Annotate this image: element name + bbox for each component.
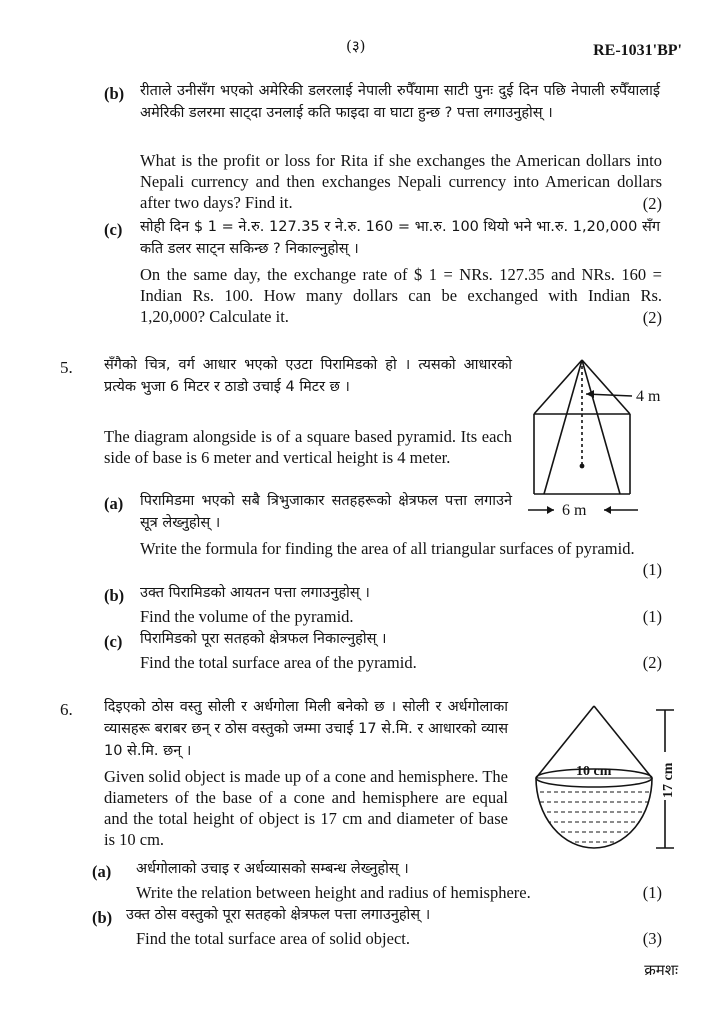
object-height-label: 17 cm bbox=[661, 762, 676, 798]
q4c-english: On the same day, the exchange rate of $ 1 = NRs. 127.35 and NRs. 160 = Indian Rs. 100. How many dollars can be exchanged with Indian Rs. 1,20,000? Calculate it. bbox=[140, 265, 662, 326]
continued-label: क्रमशः bbox=[644, 961, 678, 979]
q4c-marks: (2) bbox=[642, 308, 662, 327]
q6b-english: Find the total surface area of solid object. bbox=[136, 929, 410, 948]
q6b-label: (b) bbox=[92, 908, 113, 927]
q5b-marks: (1) bbox=[642, 607, 662, 626]
cone-diameter-label: 10 cm bbox=[576, 764, 612, 779]
page-number: (३) bbox=[346, 37, 366, 55]
paper-code: RE-1031'BP' bbox=[593, 42, 682, 59]
q6b-marks: (3) bbox=[642, 929, 662, 948]
q5b-nepali: उक्त पिरामिडको आयतन पत्ता लगाउनुहोस् । bbox=[140, 585, 370, 601]
q5c-nepali: पिरामिडको पूरा सतहको क्षेत्रफल निकाल्नुहोस् । bbox=[140, 631, 387, 647]
pyramid-base-label: 6 m bbox=[562, 502, 587, 519]
q6a-nepali: अर्धगोलाको उचाइ र अर्धव्यासको सम्बन्ध लेख्नुहोस् । bbox=[136, 861, 409, 877]
pyramid-figure bbox=[520, 354, 680, 532]
q5c-label: (c) bbox=[104, 632, 123, 651]
q6-number: 6. bbox=[60, 700, 73, 719]
q5b-label: (b) bbox=[104, 586, 125, 605]
q5a-label: (a) bbox=[104, 494, 124, 513]
q6-english: Given solid object is made up of a cone and hemisphere. The diameters of the base of a cone and hemisphere are equal and the total height of object is 17 cm and diameter of base is 10 cm. bbox=[104, 767, 508, 849]
pyramid-height-label: 4 m bbox=[636, 388, 661, 405]
q4b-nepali: रीताले उनीसँग भएको अमेरिकी डलरलाई नेपाली रुपैँयामा साटी पुनः दुई दिन पछि नेपाली रुपैँयालाई अमेरिकी डलरमा साट्दा उनलाई कति फाइदा वा घाटा हुन्छ ? पत्ता लगाउनुहोस् । bbox=[140, 83, 660, 121]
q6b-nepali: उक्त ठोस वस्तुको पूरा सतहको क्षेत्रफल पत्ता लगाउनुहोस् । bbox=[126, 907, 431, 923]
q5c-marks: (2) bbox=[642, 653, 662, 672]
q5-english: The diagram alongside is of a square based pyramid. Its each side of base is 6 meter and vertical height is 4 meter. bbox=[104, 427, 512, 467]
q4b-english: What is the profit or loss for Rita if she exchanges the American dollars into Nepali currency and then exchanges Nepali currency into American dollars after two days? Find it. bbox=[140, 151, 662, 212]
q5b-english: Find the volume of the pyramid. bbox=[140, 607, 354, 626]
q4b-label: (b) bbox=[104, 84, 125, 103]
q4b-marks: (2) bbox=[642, 194, 662, 213]
q6a-marks: (1) bbox=[642, 883, 662, 902]
q4c-label: (c) bbox=[104, 220, 123, 239]
q5-nepali: सँगैको चित्र, वर्ग आधार भएको एउटा पिरामिडको हो । त्यसको आधारको प्रत्येक भुजा 6 मिटर र ठाडो उचाई 4 मिटर छ । bbox=[104, 357, 512, 395]
q5a-nepali: पिरामिडमा भएको सबै त्रिभुजाकार सतहहरूको क्षेत्रफल पत्ता लगाउने सूत्र लेख्नुहोस् । bbox=[140, 493, 512, 531]
q5a-marks: (1) bbox=[642, 560, 662, 579]
q4c-nepali: सोही दिन $ 1 = ने.रु. 127.35 र ने.रु. 160 = भा.रु. 100 थियो भने भा.रु. 1,20,000 सँग कति डलर साट्न सकिन्छ ? निकाल्नुहोस् । bbox=[140, 219, 660, 257]
q6a-label: (a) bbox=[92, 862, 112, 881]
q5a-english: Write the formula for finding the area of all triangular surfaces of pyramid. bbox=[140, 539, 635, 558]
q6-nepali: दिइएको ठोस वस्तु सोली र अर्धगोला मिली बनेको छ । सोली र अर्धगोलाका व्यासहरू बराबर छन् र ठोस वस्तुको जम्मा उचाई 17 से.मि. र आधारको व्यास 10 से.मि. छन् । bbox=[104, 699, 508, 759]
q5-number: 5. bbox=[60, 358, 73, 377]
q6a-english: Write the relation between height and radius of hemisphere. bbox=[136, 883, 531, 902]
cone-hemisphere-figure bbox=[526, 700, 690, 860]
q5c-english: Find the total surface area of the pyramid. bbox=[140, 653, 417, 672]
